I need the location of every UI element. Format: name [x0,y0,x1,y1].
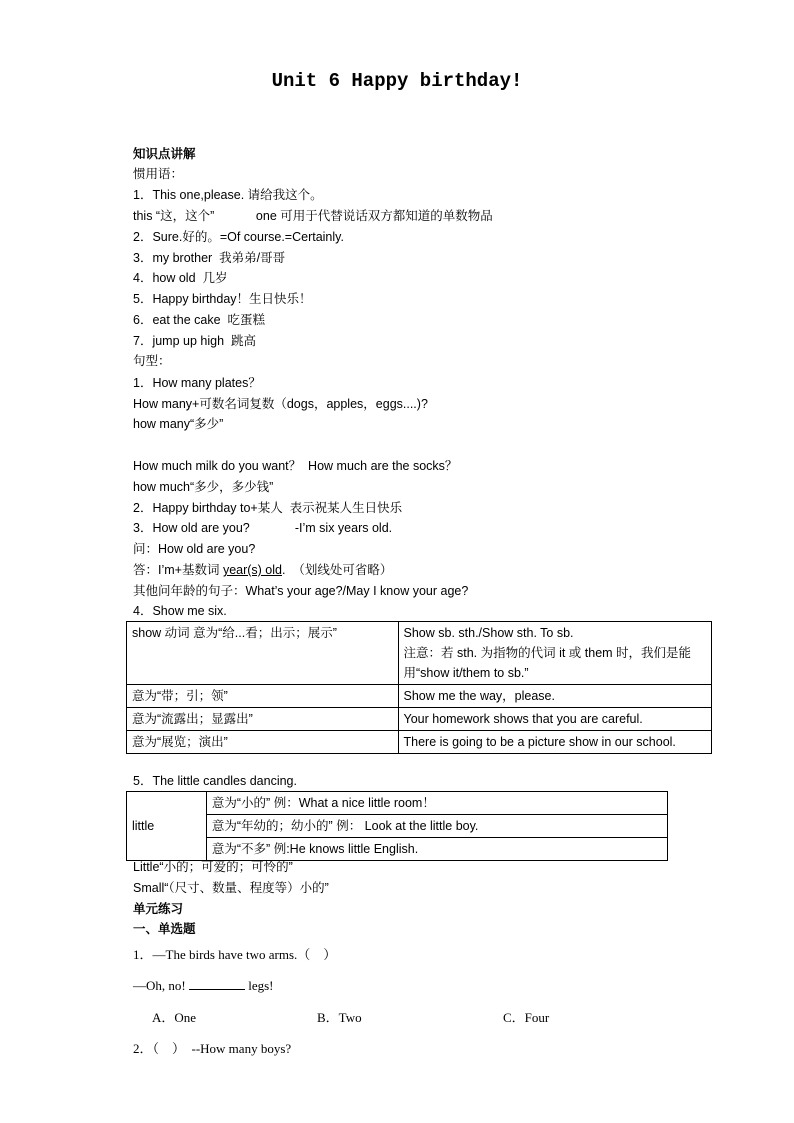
answer-suffix: . （划线处可省略） [281,563,393,577]
answer-prefix: 答：I’m+基数词 [133,563,223,577]
question-1-reply [133,978,274,994]
table-cell: Your homework shows that you are careful. [398,708,711,731]
section-heading-patterns: 句型： [133,354,171,368]
option-a[interactable]: A．One [152,1010,197,1025]
little-table [126,791,668,861]
answer-line [133,562,392,578]
table-cell: 意为“带；引；领” [127,685,399,708]
table-cell: There is going to be a picture show in our school. [398,731,711,754]
answer-underlined: year(s) old [222,563,282,577]
cell-line: Show sb. sth./Show sth. To sb. [403,626,574,640]
pattern-line: 问：How old are you? [133,542,256,556]
table-cell: 意为“小的” 例：What a nice little room！ [206,792,667,815]
pattern-line: 1．How many plates？ [133,376,261,390]
page-title: Unit 6 Happy birthday! [271,70,523,92]
idiom-line: 6．eat the cake 吃蛋糕 [133,313,266,327]
table-cell: show 动词 意为“给...看；出示；展示” [127,622,399,685]
table-cell: Show me the way，please. [398,685,711,708]
table-cell [398,622,711,685]
show-heading: 4．Show me six. [133,604,227,618]
idiom-line: 1．This one,please. 请给我这个。 [133,188,323,202]
pattern-line: 3．How old are you? -I’m six years old. [133,521,393,535]
cell-line: 注意：若 sth. 为指物的代词 it 或 them 时，我们是能用“show it/them to sb.” [403,646,692,680]
table-cell: little [127,792,207,861]
question-1: 1．—The birds have two arms.（ ） [133,947,337,962]
pattern-line: How much milk do you want？ How much are the socks？ [133,459,458,473]
reply-prefix: —Oh, no! [133,978,189,993]
candles-heading: 5．The little candles dancing. [133,774,297,788]
other-age-line: 其他问年龄的句子：What’s your age?/May I know your age? [133,584,469,598]
small-note: Small“（尺寸、数量、程度等）小的” [133,881,329,895]
idiom-line: 5．Happy birthday！生日快乐！ [133,292,312,306]
table-row [127,815,668,838]
idiom-line: 2．Sure.好的。=Of course.=Certainly. [133,230,344,244]
section-heading-idioms: 惯用语： [133,167,184,181]
table-row [127,708,712,731]
reply-suffix: legs! [244,978,274,993]
little-note: Little“小的；可爱的；可怜的” [133,860,293,874]
option-b[interactable]: B．Two [317,1010,362,1025]
table-cell: 意为“展览；演出” [127,731,399,754]
pattern-line: 2．Happy birthday to+某人 表示祝某人生日快乐 [133,501,403,515]
pattern-line: how many“多少” [133,417,224,431]
idiom-line: 7．jump up high 跳高 [133,334,256,348]
section-heading-knowledge: 知识点讲解 [133,147,196,161]
answer-blank [189,978,245,990]
table-cell: 意为“年幼的；幼小的” 例： Look at the little boy. [206,815,667,838]
idiom-line: this “这，这个” one 可用于代替说话双方都知道的单数物品 [133,209,493,223]
table-row [127,792,668,815]
table-row [127,838,668,861]
table-cell: 意为“流露出；显露出” [127,708,399,731]
idiom-line: 3．my brother 我弟弟/哥哥 [133,251,286,265]
idiom-line: 4．how old 几岁 [133,271,228,285]
table-row [127,731,712,754]
pattern-line: How many+可数名词复数（dogs，apples，eggs....)? [133,397,428,411]
option-c[interactable]: C．Four [503,1010,550,1025]
single-choice-heading: 一、单选题 [133,922,196,936]
pattern-line: how much“多少，多少钱” [133,480,274,494]
unit-practice-heading: 单元练习 [133,902,184,916]
table-row [127,685,712,708]
question-2: 2．（ ） --How many boys? [133,1041,292,1056]
show-table [126,621,712,754]
table-row [127,622,712,685]
table-cell: 意为“不多” 例:He knows little English. [206,838,667,861]
